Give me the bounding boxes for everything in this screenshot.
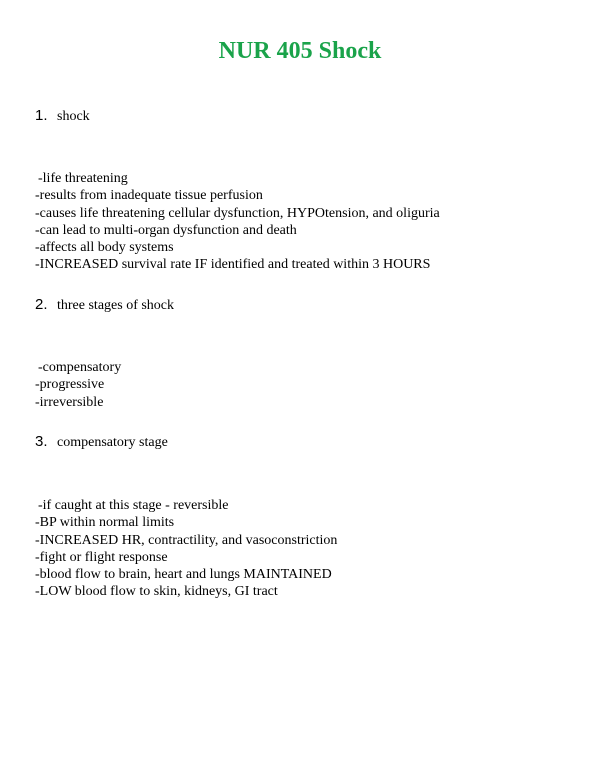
card-3-heading <box>35 432 168 452</box>
definition-line: -LOW blood flow to skin, kidneys, GI tract <box>35 584 278 600</box>
definition-line: -progressive <box>35 377 105 393</box>
card-3-definition <box>35 497 337 601</box>
card-term: three stages of shock <box>57 298 175 313</box>
definition-line: -fight or flight response <box>35 549 168 565</box>
definition-line: -INCREASED survival rate IF identified and treated within 3 HOURS <box>35 257 431 273</box>
card-number: 1. <box>35 107 48 124</box>
definition-line: -affects all body systems <box>35 240 174 256</box>
card-2-definition <box>35 359 121 411</box>
definition-line: -compensatory <box>38 360 122 375</box>
definition-line: -irreversible <box>35 394 104 410</box>
card-2-heading <box>35 295 174 315</box>
card-number: 2. <box>35 296 48 313</box>
card-term: compensatory stage <box>57 435 168 450</box>
definition-line: -if caught at this stage - reversible <box>38 498 229 513</box>
definition-line: -causes life threatening cellular dysfunction, HYPOtension, and oliguria <box>35 205 440 221</box>
page-title: NUR 405 Shock <box>218 38 382 64</box>
card-number: 3. <box>35 433 48 450</box>
card-1-heading <box>35 106 90 126</box>
definition-line: -can lead to multi-organ dysfunction and death <box>35 222 297 238</box>
card-1-definition <box>35 170 440 274</box>
definition-line: -BP within normal limits <box>35 515 175 531</box>
definition-line: -results from inadequate tissue perfusion <box>35 188 263 204</box>
definition-line: -life threatening <box>38 171 128 186</box>
definition-line: -blood flow to brain, heart and lungs MAINTAINED <box>35 567 332 583</box>
card-term: shock <box>57 109 90 124</box>
definition-line: -INCREASED HR, contractility, and vasoconstriction <box>35 532 338 548</box>
